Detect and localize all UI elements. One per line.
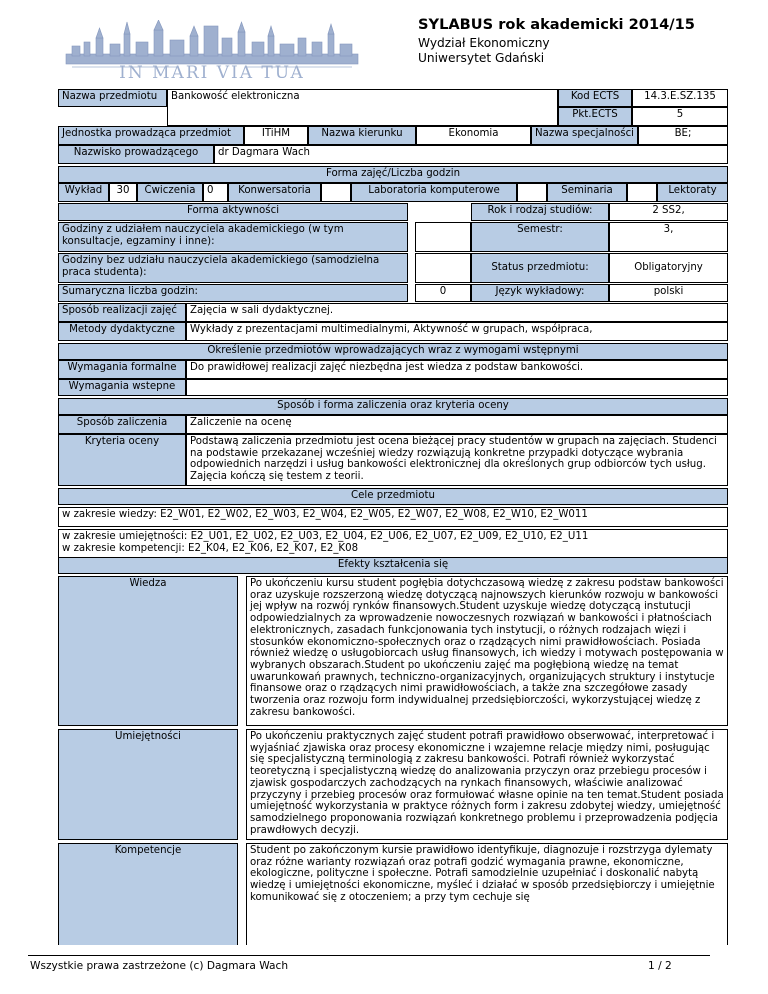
metody-label: Metody dydaktyczne [58, 322, 186, 341]
kod-ects-value: 14.3.E.SZ.135 [632, 89, 728, 107]
cwiczenia-value: 0 [203, 183, 228, 202]
outcome-umiejetnosci-label: Umiejętności [58, 729, 238, 840]
laboratoria-value [517, 183, 547, 202]
wyklad-value: 30 [109, 183, 137, 202]
pkt-ects-label: Pkt.ECTS [558, 107, 632, 126]
seminaria-label: Seminaria [547, 183, 627, 202]
lecturer-label: Nazwisko prowadzącego [58, 145, 214, 164]
cwiczenia-label: Ćwiczenia [137, 183, 203, 202]
course-name-value: Bankowość elektroniczna [167, 89, 558, 126]
kod-ects-label: Kod ECTS [558, 89, 632, 107]
konwersatoria-value [321, 183, 351, 202]
sposob-zaliczenia-value: Zaliczenie na ocenę [186, 415, 728, 434]
rok-value: 2 SS2, [609, 203, 728, 221]
rok-label: Rok i rodzaj studiów: [471, 203, 609, 221]
jezyk-label: Język wykładowy: [471, 284, 609, 302]
outcome-wiedza-label: Wiedza [58, 576, 238, 726]
forms-title: Forma zajęć/Liczba godzin [58, 166, 728, 183]
logo-motto: IN MARI VIA TUA [119, 63, 305, 82]
self-study-value [415, 253, 471, 283]
outcome-kompetencje-label: Kompetencje [58, 843, 238, 945]
self-study-label: Godziny bez udziału nauczyciela akademickiego (samodzielna praca studenta): [58, 253, 408, 283]
konwersatoria-label: Konwersatoria [228, 183, 321, 202]
sum-hours-label: Sumaryczna liczba godzin: [58, 284, 408, 302]
unit-label: Jednostka prowadząca przedmiot [58, 126, 244, 145]
forma-aktywnosci-label: Forma aktywności [58, 203, 408, 221]
specjalnosc-value: BE; [638, 126, 728, 145]
syllabus-title: SYLABUS rok akademicki 2014/15 [418, 16, 695, 33]
wyklad-label: Wykład [58, 183, 109, 202]
footer-divider [28, 955, 710, 956]
university-name: Uniwersytet Gdański [418, 51, 545, 65]
lektoraty-label: Lektoraty [657, 183, 728, 202]
requirements-title: Określenie przedmiotów wprowadzających wraz z wymogami wstępnymi [58, 343, 728, 360]
specjalnosc-label: Nazwa specjalności [531, 126, 638, 145]
semestr-value: 3, [609, 222, 728, 252]
status-label: Status przedmiotu: [471, 253, 609, 283]
realizacja-label: Sposób realizacji zajęć [58, 303, 186, 322]
outcome-kompetencje-text: Student po zakończonym kursie prawidłowo identyfikuje, diagnozuje i rozstrzyga dylematy oraz różne warianty rozwiązań oraz potrafi godzić wymagania prawne, ekonomiczne, ekologiczne, polityczne i społeczne. Potrafi samodzielnie uzupełniać i doskonalić nabytą wiedzę i umiejętności ekonomiczne, myśleć i działać w sposób przedsiębiorczy i umiejętnie komunikować się z otoczeniem; a przy tym cechuje się [246, 843, 728, 945]
kierunek-value: Ekonomia [416, 126, 531, 145]
goals-title: Cele przedmiotu [58, 488, 728, 505]
faculty-name: Wydział Ekonomiczny [418, 36, 550, 50]
wymagania-formalne-label: Wymagania formalne [58, 360, 186, 379]
page-number: 1 / 2 [648, 960, 672, 972]
university-logo [62, 20, 362, 82]
wymagania-wstepne-value [186, 379, 728, 396]
kierunek-label: Nazwa kierunku [308, 126, 416, 145]
status-value: Obligatoryjny [609, 253, 728, 283]
goals-wiedza: w zakresie wiedzy: E2_W01, E2_W02, E2_W03, E2_W04, E2_W05, E2_W07, E2_W08, E2_W10, E2_W011 [58, 507, 728, 527]
wymagania-wstepne-label: Wymagania wstepne [58, 379, 186, 396]
outcome-umiejetnosci-text: Po ukończeniu praktycznych zajęć student potrafi prawidłowo obserwować, interpretować i wyjaśniać zjawiska oraz procesy ekonomiczne i wzajemne relacje między nimi, posługując się specjalistyczną terminologią z zakresu bankowości. Potrafi również wykorzystać teoretyczną i specjalistyczną wiedzę do analizowania przyczyn oraz przebiegu procesów i zjawisk gospodarczych zachodzących na rynkach finansowych, właściwie analizować przyczyny i przebieg procesów oraz formułować własne opinie na ten temat.Student posiada umiejętność wykorzystania w praktyce różnych form i zakresu zdobytej wiedzy, umiejętność samodzielnego proponowania rozwiązań konkretnego problemu i przeprowadzenia podjęcia prawdłowych decyzji. [246, 729, 728, 840]
wymagania-formalne-value: Do prawidłowej realizacji zajęć niezbędna jest wiedza z podstaw bankowości. [186, 360, 728, 379]
sum-hours-value: 0 [415, 284, 471, 302]
lecturer-value: dr Dagmara Wach [214, 145, 728, 164]
laboratoria-label: Laboratoria komputerowe [351, 183, 517, 202]
assessment-title: Sposób i forma zaliczenia oraz kryteria oceny [58, 398, 728, 415]
pkt-ects-value: 5 [632, 107, 728, 126]
course-name-label: Nazwa przedmiotu [58, 89, 167, 107]
goals-skills-box [58, 529, 728, 559]
realizacja-value: Zajęcia w sali dydaktycznej. [186, 303, 728, 322]
kryteria-oceny-value: Podstawą zaliczenia przedmiotu jest ocena bieżącej pracy studentów w grupach na zajęciach. Studenci na podstawie przekazanej wcześniej wiedzy rozwiązują konkretne przypadki dotyczące wybrania odpowiednich narzędzi i usług bankowości elektronicznej dla określonych grup odbiorców tych usług. Zajęcia kończą się testem z teorii. [186, 434, 728, 486]
goals-umiejetnosci: w zakresie umiejętności: E2_U01, E2_U02, E2_U03, E2_U04, E2_U06, E2_U07, E2_U09, E2_U10, E2_U11 [62, 531, 589, 542]
kryteria-oceny-label: Kryteria oceny [58, 434, 186, 486]
goals-kompetencje: w zakresie kompetencji: E2_K04, E2_K06, E2_K07, E2_K08 [62, 543, 359, 554]
semestr-label: Semestr: [471, 222, 609, 252]
contact-hours-value [415, 222, 471, 252]
jezyk-value: polski [609, 284, 728, 302]
footer-copyright: Wszystkie prawa zastrzeżone (c) Dagmara Wach [30, 960, 289, 972]
outcome-wiedza-text: Po ukończeniu kursu student pogłębia dotychczasową wiedzę z zakresu podstaw bankowości oraz uzyskuje rozszerzoną wiedzę dotyczącą najnowszych kierunków rozwoju w bankowości jej wpływ na rozwój rynków finansowych.Student uzyskuje wiedzę dotyczącą instutucji odpowiedzialnych za wprowadzenie nowoczesnych rozwiązań w bankowości i płatnościach elektronicznych, zasadach funkcjonowania tych instytucji, o różnych rodzajach więzi i stosunków ekonomiczno-społecznych oraz o rządzących nimi prawidłowościach. Posiada również wiedzę o usługobiorcach usług finansowych, ich wiedzy i motywach postępowania w wybranych obszarach.Student po ukończeniu zajęć ma pogłębioną wiedzę na temat uwarunkowań prawnych, techniczno-organizacyjnych, organizujących struktury i instytucje finansowe oraz o rządzących nimi prawidłowościach, a także zna szczegółowe zasady tworzenia oraz rozwoju form indywidualnej przedsiębiorczości, wykorzystującej wiedzę z zakresu bankowości. [246, 576, 728, 726]
seminaria-value [627, 183, 657, 202]
sposob-zaliczenia-label: Sposób zaliczenia [58, 415, 186, 434]
outcomes-title: Efekty kształcenia się [58, 557, 728, 574]
unit-value: ITiHM [244, 126, 308, 145]
metody-value: Wykłady z prezentacjami multimedialnymi, Aktywność w grupach, współpraca, [186, 322, 728, 341]
contact-hours-label: Godziny z udziałem nauczyciela akademickiego (w tym konsultacje, egzaminy i inne): [58, 222, 408, 252]
